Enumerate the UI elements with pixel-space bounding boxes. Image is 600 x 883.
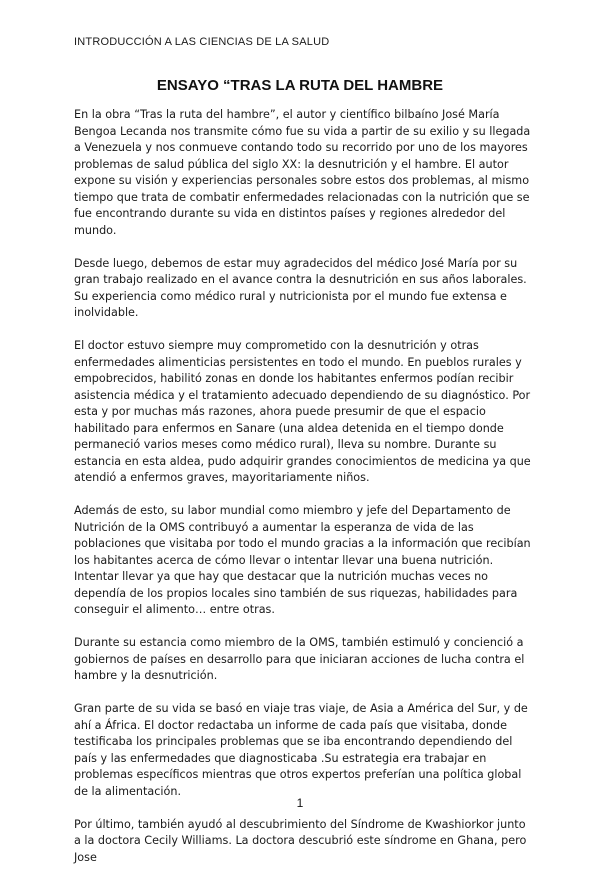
paragraph-3: El doctor estuvo siempre muy comprometido con la desnutrición y otras enfermedades alimenticias persistentes en todo el mundo. En pueblos rurales y empobrecidos, habilitó zonas en donde los habitantes enfermos podían recibir asistencia médica y el tratamiento adecuado dependiendo de su diagnóstico. Por esta y por muchas más razones, ahora puede presumir de que el espacio habilitado para enfermos en Sanare (una aldea detenida en el tiempo donde permaneció varios meses como médico rural), lleva su nombre. Durante su estancia en esta aldea, pudo adquirir grandes conocimientos de medicina ya que atendió a enfermos graves, mayoritariamente niños. (74, 339, 531, 484)
essay-body (74, 107, 532, 883)
paragraph-5: Durante su estancia como miembro de la OMS, también estimuló y concienció a gobiernos de países en desarrollo para que iniciaran acciones de lucha contra el hambre y la desnutrición. (74, 636, 525, 682)
paragraph-2: Desde luego, debemos de estar muy agradecidos del médico José María por su gran trabajo realizado en el avance contra la desnutrición en sus años laborales. Su experiencia como médico rural y nutricionista por el mundo fue extensa e inolvidable. (74, 256, 527, 319)
paragraph-4: Además de esto, su labor mundial como miembro y jefe del Departamento de Nutrición de la OMS contribuyó a aumentar la esperanza de vida de las poblaciones que visitaba por todo el mundo gracias a la información que recibían los habitantes acerca de cómo llevar o intentar llevar una buena nutrición. Intentar llevar ya que hay que destacar que la nutrición muchas veces no dependía de los propios locales sino también de sus riquezas, habilidades para conseguir el alimento… entre otras. (74, 504, 531, 616)
paragraph-7: Por último, también ayudó al descubrimiento del Síndrome de Kwashiorkor junto a la doctora Cecily Williams. La doctora descubrió este síndrome en Ghana, pero Jose (74, 817, 527, 864)
paragraph-6: Gran parte de su vida se basó en viaje tras viaje, de Asia a América del Sur, y de ahí a África. El doctor redactaba un informe de cada país que visitaba, donde testificaba los principales problemas que se iba encontrando dependiendo del país y las enfermedades que diagnosticaba .Su estrategia era trabajar en problemas específicos mientras que otros expertos preferían una política global de la alimentación. (74, 702, 528, 798)
page-header: INTRODUCCIÓN A LAS CIENCIAS DE LA SALUD (74, 36, 330, 48)
essay-title: ENSAYO “TRAS LA RUTA DEL HAMBRE (156, 77, 444, 94)
paragraph-1: En la obra “Tras la ruta del hambre”, el autor y científico bilbaíno José María Bengoa Lecanda nos transmite cómo fue su vida a partir de su exilio y su llegada a Venezuela y nos conmueve contando todo su recorrido por uno de los mayores problemas de salud pública del siglo XX: la desnutrición y el hambre. El autor expone su visión y experiencias personales sobre estos dos problemas, al mismo tiempo que trata de combatir enfermedades relacionadas con la nutrición que se fue encontrando durante su vida en distintos países y regiones alrededor del mundo. (74, 108, 531, 237)
page-number: 1 (296, 796, 304, 810)
